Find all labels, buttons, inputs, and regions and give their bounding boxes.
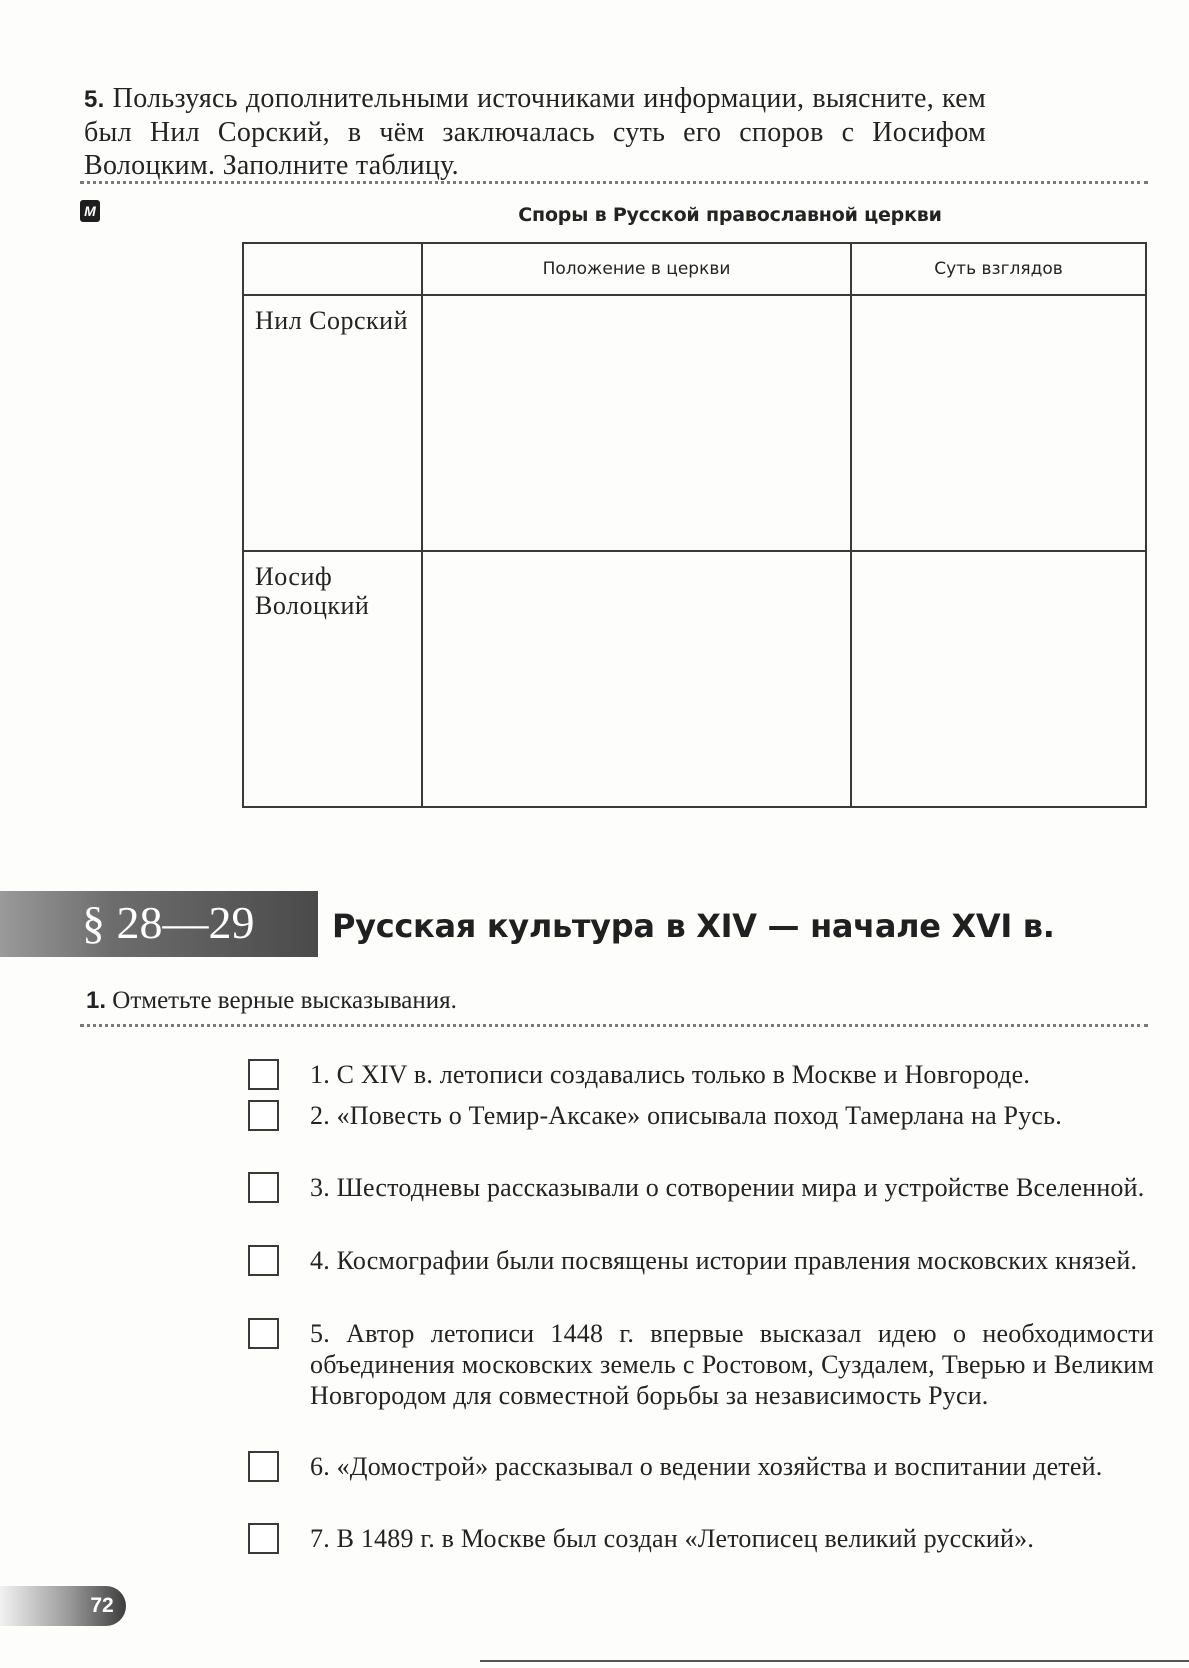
dotted-divider bbox=[80, 1024, 1148, 1027]
row-name-cell: Нил Сорский bbox=[243, 295, 422, 551]
task-1-text: Отметьте верные высказывания. bbox=[112, 987, 457, 1014]
section-number: § 28—29 bbox=[82, 897, 255, 948]
statement-checkbox[interactable] bbox=[248, 1245, 279, 1276]
statement-item bbox=[248, 1100, 1154, 1131]
section-title: Русская культура в XIV — начале XVI в. bbox=[332, 907, 1055, 945]
statement-checkbox[interactable] bbox=[248, 1523, 279, 1554]
task-1-number: 1. bbox=[86, 987, 107, 1014]
statement-item bbox=[248, 1318, 1154, 1411]
header-cell-position: Положение в церкви bbox=[422, 243, 851, 295]
task-5-text: Пользуясь дополнительными источниками информации, выясните, кем был Нил Сорский, в чём заключалась суть его споров с Иосифом Волоцким. Заполните таблицу. bbox=[84, 83, 986, 181]
statement-text: 4. Космографии были посвящены истории правления московских князей. bbox=[310, 1246, 1138, 1275]
table-title: Споры в Русской православной церкви bbox=[518, 204, 942, 226]
statement-text: 5. Автор летописи 1448 г. впервые высказал идею о необходимости объединения московских земель с Ростовом, Суздалем, Тверью и Великим Новгородом для совместной борьбы за независимость Руси. bbox=[310, 1319, 1154, 1410]
statement-item bbox=[248, 1523, 1154, 1554]
table-header-row bbox=[243, 243, 1146, 295]
statement-item bbox=[248, 1172, 1154, 1203]
task-5 bbox=[84, 82, 986, 182]
statement-checkbox[interactable] bbox=[248, 1100, 279, 1131]
statement-item bbox=[248, 1245, 1154, 1276]
statement-item bbox=[248, 1451, 1154, 1482]
statement-text: 3. Шестодневы рассказывали о сотворении мира и устройстве Вселенной. bbox=[310, 1173, 1145, 1202]
answer-cell-views[interactable] bbox=[851, 551, 1146, 807]
answer-cell-position[interactable] bbox=[422, 295, 851, 551]
header-cell-empty bbox=[243, 243, 422, 295]
task-5-number: 5. bbox=[84, 86, 105, 113]
dotted-divider bbox=[80, 181, 1148, 184]
answer-cell-position[interactable] bbox=[422, 551, 851, 807]
statement-text: 7. В 1489 г. в Москве был создан «Летописец великий русский». bbox=[310, 1524, 1035, 1553]
row-name-cell: Иосиф Волоцкий bbox=[243, 551, 422, 807]
table-row bbox=[243, 295, 1146, 551]
statement-checkbox[interactable] bbox=[248, 1451, 279, 1482]
task-1 bbox=[86, 986, 457, 1016]
answer-cell-views[interactable] bbox=[851, 295, 1146, 551]
header-cell-views: Суть взглядов bbox=[851, 243, 1146, 295]
statement-checkbox[interactable] bbox=[248, 1172, 279, 1203]
bottom-rule bbox=[480, 1660, 1189, 1662]
statement-item bbox=[248, 1059, 1154, 1090]
table-row bbox=[243, 551, 1146, 807]
m-marker-icon: M bbox=[80, 200, 100, 222]
disputes-table bbox=[242, 242, 1147, 808]
statement-checkbox[interactable] bbox=[248, 1059, 279, 1090]
statement-text: 1. С XIV в. летописи создавались только в Москве и Новгороде. bbox=[310, 1060, 1031, 1089]
page-number: 72 bbox=[90, 1594, 114, 1617]
statement-text: 2. «Повесть о Темир-Аксаке» описывала поход Тамерлана на Русь. bbox=[310, 1101, 1062, 1130]
statement-text: 6. «Домострой» рассказывал о ведении хозяйства и воспитании детей. bbox=[310, 1452, 1103, 1481]
statement-checkbox[interactable] bbox=[248, 1318, 279, 1349]
